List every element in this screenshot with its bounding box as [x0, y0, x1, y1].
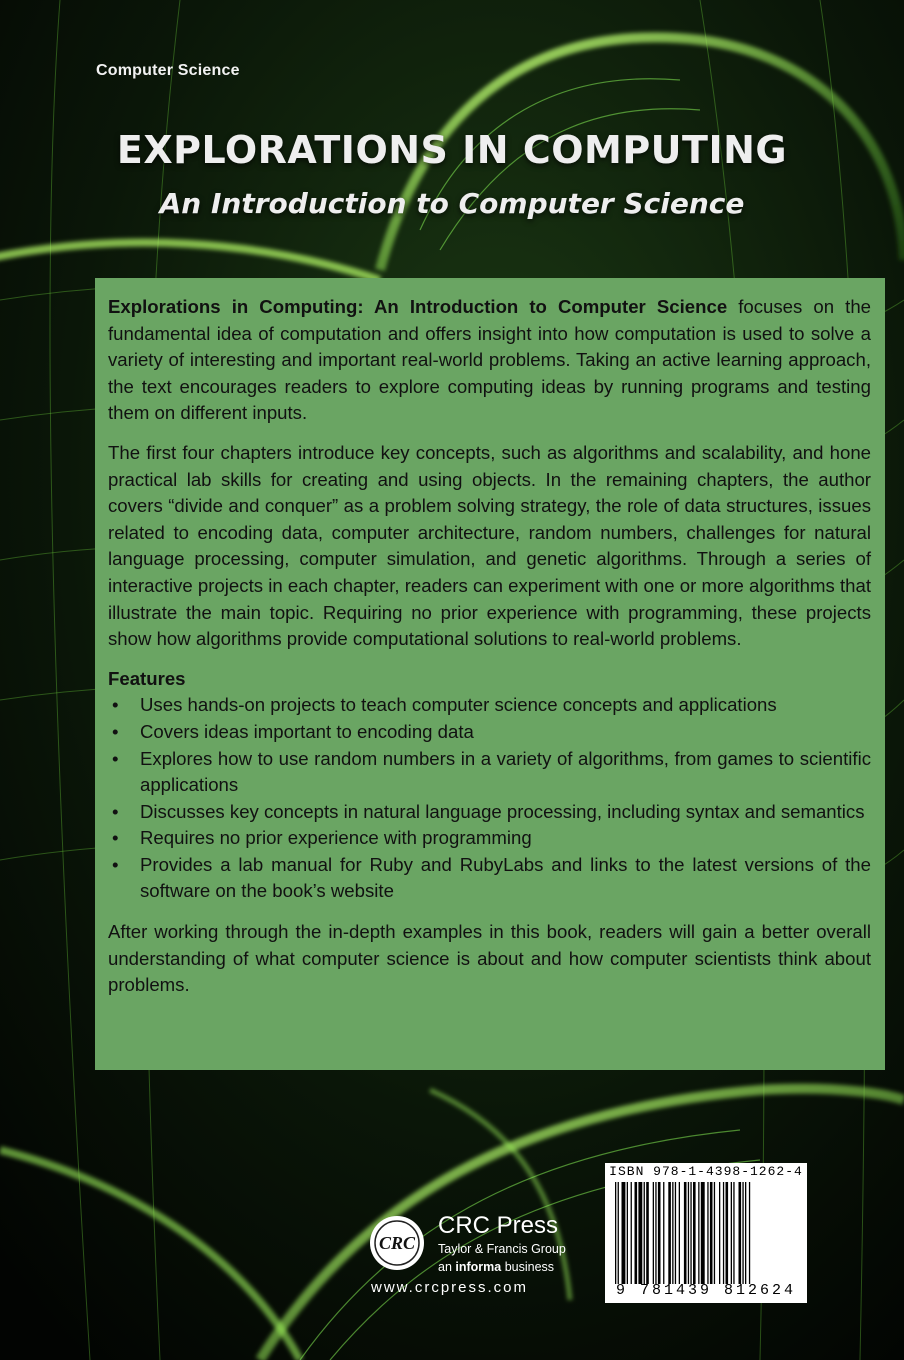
barcode-bar: [701, 1182, 705, 1284]
description-title-bold: Explorations in Computing: An Introduction to Computer Science: [108, 296, 728, 317]
feature-item: [108, 692, 871, 719]
barcode-bar: [693, 1182, 696, 1284]
publisher-block: [368, 1210, 608, 1300]
barcode-bar: [690, 1182, 691, 1284]
category-label: Computer Science: [96, 62, 240, 79]
crc-logo-text: CRC: [378, 1233, 416, 1253]
description-paragraph-2: The first four chapters introduce key concepts, such as algorithms and scalability, and hone practical lab skills for creating and using objects. In the remaining chapters, the author covers “divide and conquer” as a problem solving strategy, the role of data structures, issues related to encoding data, computer architecture, random numbers, challenges for natural language processing, computer simulation, and genetic algorithms. Through a series of interactive projects in each chapter, readers can experiment with one or more algorithms that illustrate the main topic. Requiring no prior experience with programming, these projects show how algorithms provide computational solutions to real-world problems.: [108, 441, 871, 650]
isbn-label: ISBN 978-1-4398-1262-4: [609, 1164, 803, 1179]
barcode-bar: [655, 1182, 656, 1284]
publisher-group: Taylor & Francis Group: [438, 1242, 566, 1256]
barcode-bar: [739, 1182, 742, 1284]
book-subtitle: An Introduction to Computer Science: [159, 187, 745, 220]
barcode-bar: [658, 1182, 661, 1284]
publisher-url: www.crcpress.com: [371, 1279, 529, 1296]
bullet-icon: •: [112, 694, 119, 716]
book-title: EXPLORATIONS IN COMPUTING: [116, 128, 788, 172]
barcode-bar: [726, 1182, 729, 1284]
publisher-business-prefix: an: [438, 1260, 456, 1274]
publisher-business: [438, 1260, 554, 1274]
bullet-icon: •: [112, 720, 119, 742]
description-paragraph-1-text: focuses on the fundamental idea of computation and offers insight into how computation is used to solve a variety of interesting and important real-world problems. Taking an active learning approach, the text encourages readers to explore computing ideas by running programs and testing them on different inputs.: [108, 296, 871, 424]
features-heading: Features: [108, 667, 186, 689]
barcode-bar: [733, 1182, 734, 1284]
barcode-bar: [742, 1182, 743, 1284]
barcode-bar: [707, 1182, 708, 1284]
barcode-bar: [663, 1182, 664, 1284]
feature-text: Covers ideas important to encoding data: [140, 720, 474, 742]
barcode-bar: [627, 1182, 628, 1284]
feature-text: Discusses key concepts in natural language processing, including syntax and semantics: [140, 800, 865, 822]
feature-item: [108, 746, 871, 799]
barcode-bars: [615, 1182, 799, 1284]
feature-item: [108, 825, 871, 852]
features-list: [108, 692, 871, 905]
feature-text: Explores how to use random numbers in a variety of algorithms, from games to scientific applications: [140, 747, 871, 796]
barcode-bar: [698, 1182, 699, 1284]
feature-item: [108, 799, 871, 826]
barcode-bar: [653, 1182, 654, 1284]
publisher-business-bold: informa: [455, 1260, 502, 1274]
isbn-barcode: [605, 1163, 807, 1303]
barcode-bar: [710, 1182, 713, 1284]
publisher-business-suffix: business: [501, 1260, 555, 1274]
feature-item: [108, 852, 871, 905]
bullet-icon: •: [112, 800, 119, 822]
barcode-bar: [679, 1182, 680, 1284]
barcode-bar: [719, 1182, 720, 1284]
feature-text: Requires no prior experience with programming: [140, 827, 532, 849]
barcode-bar: [668, 1182, 671, 1284]
barcode-bar: [745, 1182, 746, 1284]
bullet-icon: •: [112, 747, 119, 769]
barcode-bar: [622, 1182, 626, 1284]
bullet-icon: •: [112, 853, 119, 875]
barcode-bar: [672, 1182, 673, 1284]
description-paragraph-3: After working through the in-depth examples in this book, readers will gain a better overall understanding of what computer science is about and how computer scientists think about problems.: [108, 921, 871, 996]
barcode-bar: [644, 1182, 645, 1284]
barcode-digits: 9 781439 812624: [615, 1282, 797, 1299]
barcode-bar: [615, 1182, 616, 1284]
feature-text: Uses hands-on projects to teach computer science concepts and applications: [140, 694, 777, 716]
barcode-bar: [646, 1182, 649, 1284]
feature-text: Provides a lab manual for Ruby and RubyLabs and links to the latest versions of the software on the book’s website: [140, 853, 871, 902]
description-panel: [95, 278, 885, 1070]
barcode-bar: [688, 1182, 689, 1284]
barcode-bar: [618, 1182, 619, 1284]
publisher-name: CRC Press: [438, 1212, 559, 1239]
barcode-bar: [723, 1182, 724, 1284]
barcode-bar: [714, 1182, 715, 1284]
crc-logo-icon: [368, 1214, 426, 1272]
bullet-icon: •: [112, 827, 119, 849]
description-paragraph-1: [108, 294, 871, 427]
barcode-bar: [638, 1182, 642, 1284]
barcode-bar: [635, 1182, 638, 1284]
barcode-bar: [675, 1182, 676, 1284]
barcode-bar: [631, 1182, 632, 1284]
barcode-bar: [684, 1182, 687, 1284]
barcode-bar: [749, 1182, 750, 1284]
feature-item: [108, 719, 871, 746]
barcode-bar: [731, 1182, 732, 1284]
